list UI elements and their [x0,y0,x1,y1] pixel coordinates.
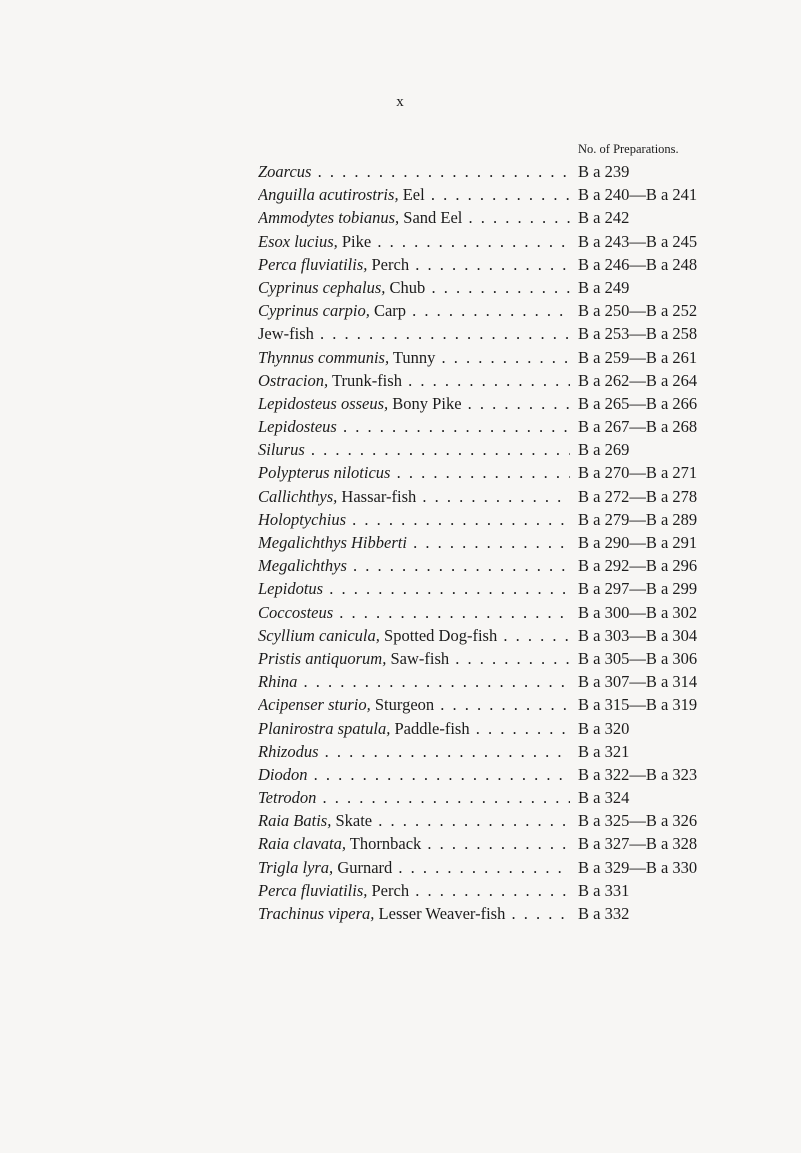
preparation-number: B a 243—B a 245 [578,231,698,251]
scientific-name: Trachinus vipera, [258,904,375,923]
preparation-number: B a 267—B a 268 [578,417,698,437]
scientific-name: Raia clavata, [258,834,346,854]
preparation-number: B a 265—B a 266 [578,393,698,413]
specimen-name [258,693,570,716]
scientific-name: Tetrodon [258,788,317,808]
column-heading: No. of Preparations. [578,142,679,156]
common-name: Sturgeon [370,695,435,715]
preparation-number: B a 303—B a 304 [578,625,698,645]
list-item [258,531,788,554]
common-name: Lesser Weaver-fish [374,904,506,923]
specimen-name [258,415,570,438]
scientific-name: Callichthys, [258,486,338,506]
specimen-name [258,670,570,693]
preparation-number: B a 240—B a 241 [578,185,698,205]
common-name: Jew-fish [258,324,314,344]
list-item [258,763,788,786]
preparation-number: B a 259—B a 261 [578,347,698,367]
preparation-number: B a 315—B a 319 [578,695,698,715]
preparation-number: B a 297—B a 299 [578,579,698,599]
specimen-name [258,322,570,345]
common-name: Perch [367,880,410,900]
specimen-name [258,346,570,369]
specimen-name [258,183,570,206]
list-item [258,322,788,345]
scientific-name: Ostracion, [258,370,329,390]
specimen-name [258,832,570,855]
common-name: Paddle-fish [390,718,470,738]
list-item [258,740,788,763]
preparation-number: B a 239 [578,162,630,181]
specimen-name [258,276,570,299]
preparation-number: B a 242 [578,208,630,228]
preparation-number: B a 253—B a 258 [578,324,698,344]
preparation-number: B a 269 [578,440,630,460]
scientific-name: Rhizodus [258,741,319,761]
list-item [258,717,788,740]
common-name: Perch [367,254,410,274]
preparation-number: B a 300—B a 302 [578,602,698,622]
list-item [258,485,788,508]
common-name: Bony Pike [388,393,462,413]
list-item [258,206,788,229]
specimen-name [258,206,570,229]
preparation-number: B a 332 [578,904,630,923]
specimen-name [258,160,570,183]
scientific-name: Polypterus niloticus [258,463,391,483]
list-item [258,670,788,693]
common-name: Hassar-fish [337,486,417,506]
common-name: Trunk-fish [328,370,402,390]
preparation-number: B a 329—B a 330 [578,857,698,877]
specimen-name [258,624,570,647]
specimen-name [258,392,570,415]
scientific-name: Lepidosteus [258,417,337,437]
list-item [258,601,788,624]
scientific-name: Cyprinus carpio, [258,301,370,321]
list-item [258,392,788,415]
list-item [258,299,788,322]
common-name: Spotted Dog-fish [379,625,498,645]
scientific-name: Cyprinus cephalus, [258,277,386,297]
scientific-name: Acipenser sturio, [258,695,371,715]
list-item [258,856,788,879]
scientific-name: Diodon [258,764,308,784]
scientific-name: Trigla lyra, [258,857,334,877]
list-item [258,346,788,369]
preparation-number: B a 292—B a 296 [578,556,698,576]
specimen-name [258,508,570,531]
list-item [258,554,788,577]
specimen-name [258,369,570,392]
specimen-name [258,299,570,322]
common-name: Tunny [389,347,436,367]
specimen-name [258,531,570,554]
list-item [258,832,788,855]
list-item [258,879,788,902]
scientific-name: Megalichthys Hibberti [258,533,407,552]
preparation-number: B a 321 [578,741,630,761]
page-number: x [396,94,405,110]
preparation-number: B a 325—B a 326 [578,811,698,831]
scientific-name: Zoarcus [258,162,312,181]
scientific-name: Esox lucius, [258,231,338,251]
common-name: Skate [331,811,373,831]
list-item [258,624,788,647]
list-item [258,693,788,716]
preparation-number: B a 272—B a 278 [578,486,698,506]
specimen-name [258,601,570,624]
list-item [258,369,788,392]
specimen-name [258,253,570,276]
specimen-name [258,485,570,508]
specimen-name [258,647,570,670]
specimen-name [258,438,570,461]
preparation-number: B a 322—B a 323 [578,764,698,784]
specimen-name [258,809,570,832]
list-item [258,183,788,206]
list-item [258,809,788,832]
common-name: Carp [369,301,407,321]
preparation-number: B a 324 [578,788,630,808]
scientific-name: Lepidotus [258,579,324,599]
list-item [258,461,788,484]
scientific-name: Anguilla acutirostris, [258,185,399,205]
preparation-number: B a 250—B a 252 [578,301,698,321]
common-name: Saw-fish [386,648,450,668]
specimen-name [258,577,570,600]
list-item [258,902,788,925]
preparation-number: B a 327—B a 328 [578,834,698,854]
scientific-name: Scyllium canicula, [258,625,380,645]
preparation-number: B a 307—B a 314 [578,672,698,692]
common-name: Gurnard [333,857,393,877]
scientific-name: Lepidosteus osseus, [258,393,389,413]
scientific-name: Pristis antiquorum, [258,648,387,668]
preparation-number: B a 320 [578,718,630,738]
common-name: Thornback [345,834,422,854]
common-name: Sand Eel [399,208,463,228]
preparation-number: B a 331 [578,880,630,900]
scientific-name: Holoptychius [258,509,346,529]
scientific-name: Ammodytes tobianus, [258,208,400,228]
common-name: Chub [385,277,426,297]
scientific-name: Silurus [258,440,305,460]
specimen-name [258,763,570,786]
preparation-number: B a 246—B a 248 [578,254,698,274]
list-item [258,253,788,276]
scientific-name: Coccosteus [258,602,334,622]
specimen-name [258,230,570,253]
list-item [258,276,788,299]
scientific-name: Rhina [258,672,298,692]
common-name: Pike [337,231,372,251]
scientific-name: Thynnus communis, [258,347,390,367]
scientific-name: Perca fluviatilis, [258,254,368,274]
preparation-number: B a 249 [578,277,630,297]
preparation-number: B a 262—B a 264 [578,370,698,390]
list-item [258,647,788,670]
specimen-name [258,786,570,809]
list-item [258,230,788,253]
list-item [258,160,788,183]
preparation-number: B a 270—B a 271 [578,463,698,483]
scientific-name: Planirostra spatula, [258,718,391,738]
list-item [258,508,788,531]
preparation-number: B a 279—B a 289 [578,509,698,529]
specimen-name [258,461,570,484]
specimen-name [258,717,570,740]
scientific-name: Megalichthys [258,556,347,576]
preparation-number: B a 290—B a 291 [578,533,698,552]
specimen-name [258,740,570,763]
preparations-list [258,160,788,925]
list-item [258,415,788,438]
common-name: Eel [398,185,425,205]
preparation-number: B a 305—B a 306 [578,648,698,668]
scientific-name: Raia Batis, [258,811,332,831]
scientific-name: Perca fluviatilis, [258,880,368,900]
specimen-name [258,554,570,577]
specimen-name [258,879,570,902]
specimen-name [258,856,570,879]
specimen-name [258,902,570,925]
list-item [258,786,788,809]
list-item [258,438,788,461]
list-item [258,577,788,600]
